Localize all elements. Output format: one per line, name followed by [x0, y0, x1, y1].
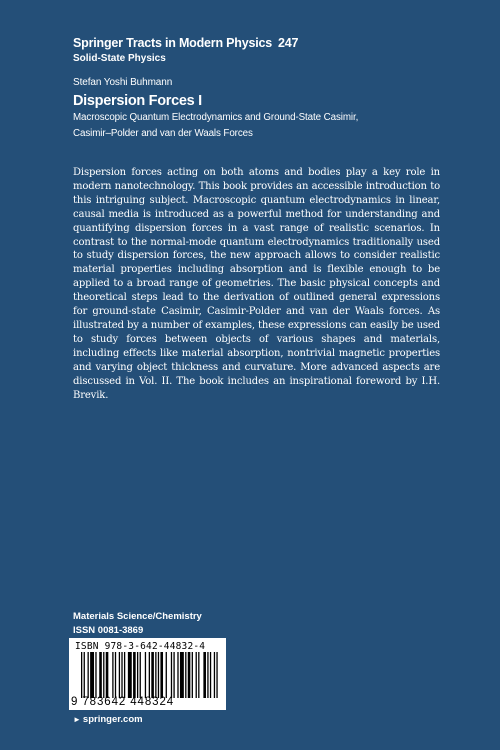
series-name: Springer Tracts in Modern Physics — [73, 36, 273, 50]
subject-category: Materials Science/Chemistry — [73, 611, 202, 622]
subseries: Solid-State Physics — [73, 53, 166, 64]
subtitle-line-2: Casimir–Polder and van der Waals Forces — [73, 128, 253, 139]
book-title: Dispersion Forces I — [73, 93, 202, 109]
subtitle-line-1: Macroscopic Quantum Electrodynamics and Ground-State Casimir, — [73, 112, 359, 123]
barcode-box — [69, 638, 226, 710]
series-line — [73, 36, 298, 50]
isbn-text: ISBN 978-3-642-44832-4 — [75, 641, 206, 652]
website — [73, 714, 143, 725]
subtitle — [73, 110, 373, 142]
issn: ISSN 0081-3869 — [73, 625, 144, 636]
author: Stefan Yoshi Buhmann — [73, 77, 173, 88]
series-number: 247 — [278, 36, 299, 50]
abstract: Dispersion forces acting on both atoms and bodies play a key role in modern nanotechnology. This book provides an accessible introduction to this intriguing subject. Macroscopic quantum electrodynamics in linear, causal media is introduced as a powerful method for understanding and quantifying dispersion forces in a vast range of realistic scenarios. In contrast to the normal-mode quantum electrodynamics traditionally used to study dispersion forces, the new approach allows to consider realistic material properties including absorption and is flexible enough to be applied to a broad range of geometries. The basic physical concepts and theoretical steps lead to the derivation of outlined general expressions for ground-state Casimir, Casimir-Polder and van der Waals forces. As illustrated by a number of examples, these expressions can easily be used to study forces between objects of various shapes and materials, including effects like material absorption, nontrivial magnetic properties and varying object thickness and curvature. More advanced aspects are discussed in Vol. II. The book includes an inspirational foreword by I.H. Brevik. — [73, 167, 440, 401]
arrow-icon: ► — [73, 715, 81, 724]
website-link: springer.com — [82, 714, 143, 725]
barcode-icon — [81, 652, 219, 698]
barcode-digits: 9 783642 448324 — [71, 696, 175, 708]
